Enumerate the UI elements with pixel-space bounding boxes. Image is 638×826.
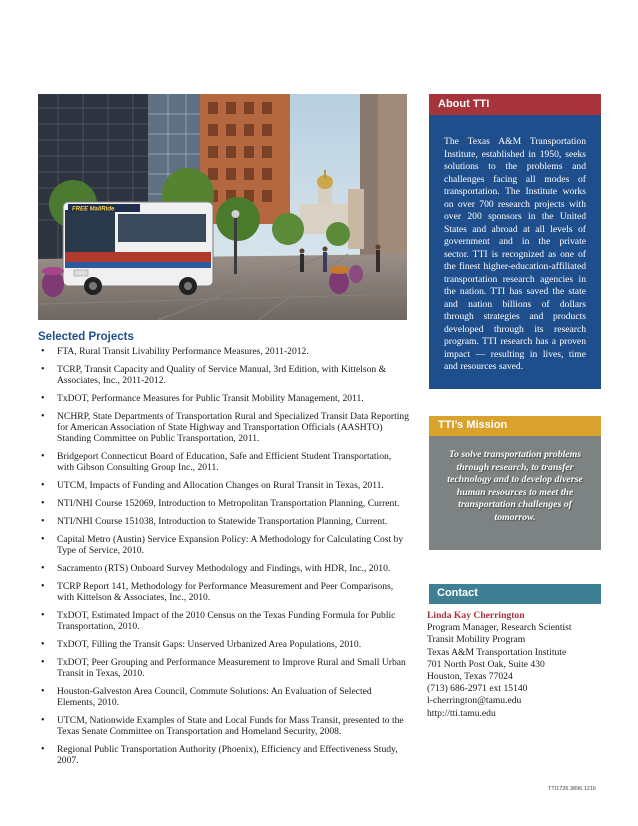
project-item: • TxDOT, Peer Grouping and Performance Measurement to Improve Rural and Small Urban Transit in Texas, 2010. bbox=[38, 657, 410, 679]
contact-heading: Contact bbox=[437, 587, 478, 599]
bus bbox=[63, 202, 213, 295]
contact-organization: Texas A&M Transportation Institute bbox=[427, 646, 567, 658]
project-item: • Regional Public Transportation Authority (Phoenix), Efficiency and Effectiveness Study, 2007. bbox=[38, 744, 410, 766]
project-item: • UTCM, Nationwide Examples of State and Local Funds for Mass Transit, presented to the Texas Senate Committee on Transportation and Homeland Security, 2008. bbox=[38, 715, 410, 737]
contact-street: 701 North Post Oak, Suite 430 bbox=[427, 658, 545, 670]
contact-name: Linda Kay Cherrington bbox=[427, 610, 525, 621]
mission-tab bbox=[429, 416, 601, 436]
project-item: • NTI/NHI Course 152069, Introduction to Metropolitan Transportation Planning, Current. bbox=[38, 498, 410, 509]
mission-text: To solve transportation problems through research, to transfer technology and to develop diverse human resources to meet the transportation challenges of tomorrow. bbox=[447, 449, 583, 523]
project-item: • TCRP Report 141, Methodology for Performance Measurement and Peer Comparisons, with Kittelson & Associates, Inc., 2010. bbox=[38, 581, 410, 603]
selected-projects-list bbox=[38, 346, 410, 773]
project-item: • TxDOT, Performance Measures for Public Transit Mobility Management, 2011. bbox=[38, 393, 410, 404]
contact-website[interactable]: http://tti.tamu.edu bbox=[427, 707, 496, 719]
contact-phone: (713) 686-2971 ext 15140 bbox=[427, 683, 528, 695]
selected-projects-heading: Selected Projects bbox=[38, 331, 134, 343]
project-item: • TxDOT, Filling the Transit Gaps: Unserved Urbanized Area Populations, 2010. bbox=[38, 639, 410, 650]
project-item: • Bridgeport Connecticut Board of Education, Safe and Efficient Student Transportation, with Gibson Consulting Group Inc., 2011. bbox=[38, 451, 410, 473]
contact-info bbox=[427, 610, 607, 720]
project-item: • TCRP, Transit Capacity and Quality of Service Manual, 3rd Edition, with Kittelson & Associates, Inc., 2011-2012. bbox=[38, 364, 410, 386]
project-item: • NTI/NHI Course 151038, Introduction to Statewide Transportation Planning, Current. bbox=[38, 516, 410, 527]
project-item: • FTA, Rural Transit Livability Performance Measures, 2011-2012. bbox=[38, 346, 410, 357]
project-item: • Capital Metro (Austin) Service Expansion Policy: A Methodology for Calculating Cost by Type of Service, 2010. bbox=[38, 534, 410, 556]
transit-mall-bus-photo bbox=[38, 94, 407, 320]
svg-text:FREE MallRide: FREE MallRide bbox=[72, 206, 115, 213]
project-item: • NCHRP, State Departments of Transportation Rural and Specialized Transit Data Reporting for American Association of State Highway and Transportation Officials (AASHTO) Standing Committee on Public Transportation, 2011. bbox=[38, 411, 410, 445]
contact-program: Transit Mobility Program bbox=[427, 634, 526, 646]
about-tti-text: The Texas A&M Transportation Institute, established in 1950, seeks solutions to the problems and challenges facing all modes of transportation. The Institute works on over 700 research projects with over 200 sponsors in the United States and abroad at all levels of government and in the private sector. TTI is recognized as one of the finest higher-education-affiliated transportation research agencies in the nation. TTI has saved the state and nation billions of dollars through strategies and products developed through its research program. TTI research has a proven impact — resulting in lives, time and resources saved. bbox=[444, 136, 586, 372]
about-tti-heading: About TTI bbox=[438, 98, 490, 110]
contact-city: Houston, Texas 77024 bbox=[427, 671, 513, 683]
project-item: • Sacramento (RTS) Onboard Survey Methodology and Findings, with HDR, Inc., 2010. bbox=[38, 563, 410, 574]
project-item: • TxDOT, Estimated Impact of the 2010 Census on the Texas Funding Formula for Public Transportation, 2010. bbox=[38, 610, 410, 632]
mission-heading: TTI’s Mission bbox=[438, 419, 508, 431]
about-tti-tab bbox=[429, 94, 601, 115]
project-item: • Houston-Galveston Area Council, Commute Solutions: An Evaluation of Selected Elements, 2010. bbox=[38, 686, 410, 708]
document-code: TTI1726.3896.1216 bbox=[547, 786, 596, 792]
project-item: • UTCM, Impacts of Funding and Allocation Changes on Rural Transit in Texas, 2011. bbox=[38, 480, 410, 491]
contact-tab bbox=[429, 584, 601, 604]
contact-title: Program Manager, Research Scientist bbox=[427, 622, 572, 634]
contact-email[interactable]: l-cherrington@tamu.edu bbox=[427, 695, 522, 707]
